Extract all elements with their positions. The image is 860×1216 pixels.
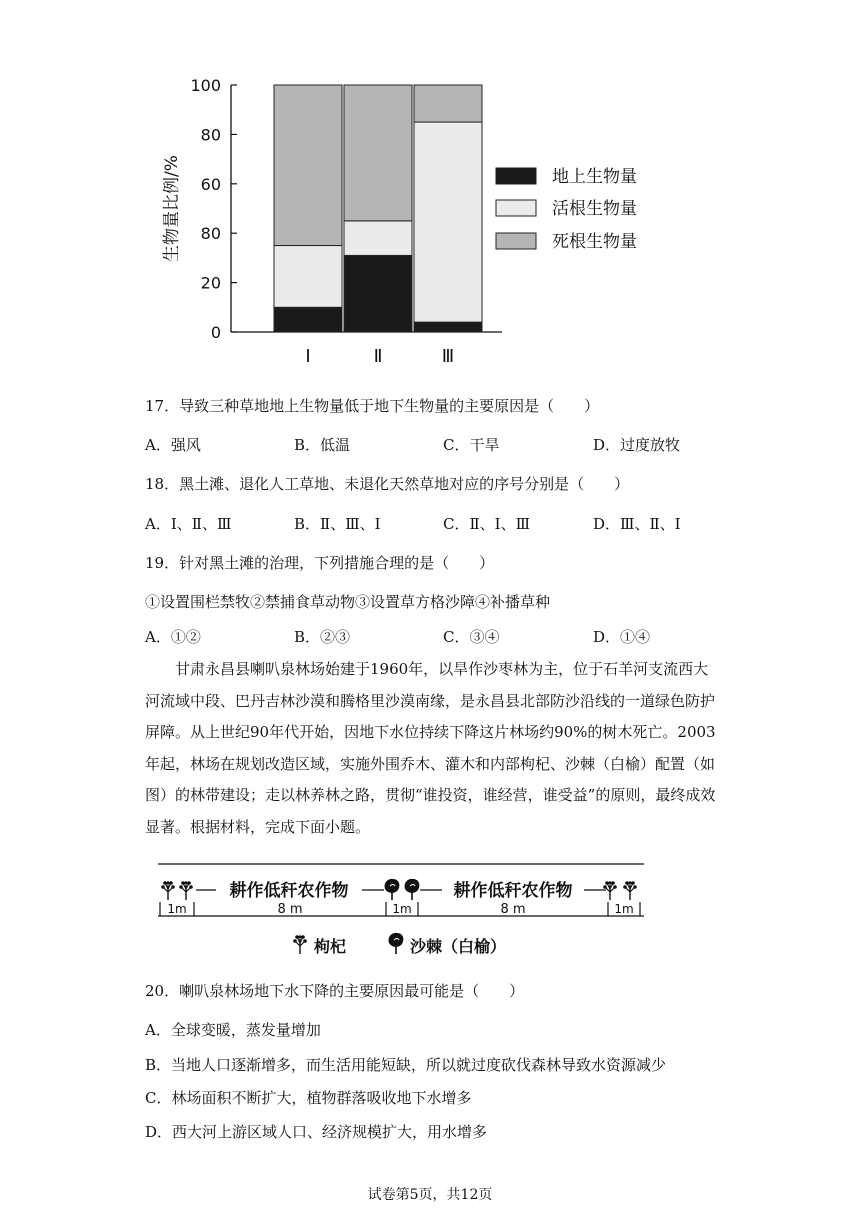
goji-plant-icon bbox=[623, 881, 637, 900]
x-tick-label: Ⅰ bbox=[305, 346, 311, 367]
width-label-1m: 1m bbox=[167, 902, 187, 916]
bar-segment bbox=[344, 255, 412, 332]
page-footer: 试卷第5页，共12页 bbox=[367, 1187, 493, 1203]
bar-segment bbox=[344, 85, 412, 221]
q17-option-d: D．过度放牧 bbox=[593, 436, 681, 454]
y-tick-label: 60 bbox=[200, 174, 221, 194]
q20-option-c: C．林场面积不断扩大，植物群落吸收地下水增多 bbox=[145, 1089, 472, 1107]
q19-option-b: B．②③ bbox=[294, 628, 351, 646]
legend-seabuckthorn-label: 沙棘（白榆） bbox=[410, 937, 507, 956]
y-tick-label: 0 bbox=[210, 323, 221, 342]
q20-option-d: D．西大河上游区域人口、经济规模扩大，用水增多 bbox=[145, 1123, 488, 1141]
q17-option-c: C．干旱 bbox=[443, 436, 500, 454]
y-tick-label: 20 bbox=[200, 273, 221, 293]
q17-option-a: A．强风 bbox=[145, 436, 201, 454]
seabuckthorn-plant-icon bbox=[385, 879, 400, 900]
bar-segment bbox=[274, 307, 342, 332]
bar-segment bbox=[414, 85, 482, 122]
crop-band-label-right: 耕作低秆农作物 bbox=[453, 881, 573, 901]
bar-segment bbox=[344, 221, 412, 256]
q18-option-a: A．Ⅰ、Ⅱ、Ⅲ bbox=[145, 515, 232, 533]
shelterbelt-layout-diagram bbox=[150, 858, 650, 960]
goji-plant-icon bbox=[179, 881, 193, 900]
question-19-stem: 19．针对黑土滩的治理，下列措施合理的是（ ） bbox=[145, 554, 495, 572]
seabuckthorn-plant-icon bbox=[405, 879, 420, 900]
q20-option-a: A．全球变暖，蒸发量增加 bbox=[145, 1021, 321, 1039]
reading-passage: 甘肃永昌县喇叭泉林场始建于1960年，以旱作沙枣林为主，位于石羊河支流西大河流域中段、巴丹吉林沙漠和腾格里沙漠南缘，是永昌县北部防沙沿线的一道绿色防护屏障。从上世纪90年代开始，因地下水位持续下降这片林场约90%的树木死亡。2003年起，林场在规划改造区域，实施外围乔木、灌木和内部枸杞、沙棘（白榆）配置（如图）的林带建设；走以林养林之路，贯彻“谁投资，谁经营，谁受益”的原则，最终成效显著。根据材料，完成下面小题。 bbox=[145, 660, 716, 836]
bar-segment bbox=[274, 246, 342, 308]
width-label-1m: 1m bbox=[614, 902, 634, 916]
y-tick-label: 100 bbox=[190, 76, 221, 95]
question-19-measures: ①设置围栏禁牧②禁捕食草动物③设置草方格沙障④补播草种 bbox=[145, 593, 551, 611]
legend-swatch bbox=[496, 233, 536, 249]
q19-option-d: D．①④ bbox=[593, 628, 651, 646]
question-18-stem: 18．黑土滩、退化人工草地、未退化天然草地对应的序号分别是（ ） bbox=[145, 475, 630, 493]
bar-segment bbox=[414, 122, 482, 322]
q18-option-c: C．Ⅱ、Ⅰ、Ⅲ bbox=[443, 515, 531, 533]
bar-segment bbox=[414, 322, 482, 332]
biomass-stacked-bar-chart bbox=[150, 70, 670, 380]
x-tick-label: Ⅲ bbox=[441, 346, 455, 367]
legend-label: 活根生物量 bbox=[552, 199, 637, 219]
legend-label: 死根生物量 bbox=[552, 232, 637, 252]
q17-option-b: B．低温 bbox=[294, 436, 351, 454]
width-label-8m: 8 m bbox=[277, 902, 303, 917]
y-axis-title: 生物量比例/% bbox=[162, 155, 182, 262]
legend-swatch bbox=[496, 200, 536, 216]
y-tick-label: 80 bbox=[200, 125, 221, 145]
width-label-8m: 8 m bbox=[500, 902, 526, 917]
goji-plant-icon bbox=[161, 881, 175, 900]
seabuckthorn-legend-icon bbox=[389, 933, 404, 954]
question-17-stem: 17．导致三种草地地上生物量低于地下生物量的主要原因是（ ） bbox=[145, 397, 600, 415]
legend-goji-label: 枸杞 bbox=[314, 937, 347, 956]
x-tick-label: Ⅱ bbox=[373, 346, 383, 367]
q18-option-d: D．Ⅲ、Ⅱ、Ⅰ bbox=[593, 515, 681, 533]
q19-option-a: A．①② bbox=[145, 628, 201, 646]
q19-option-c: C．③④ bbox=[443, 628, 500, 646]
question-20-stem: 20．喇叭泉林场地下水下降的主要原因最可能是（ ） bbox=[145, 982, 525, 1000]
q20-option-b: B．当地人口逐渐增多，而生活用能短缺，所以就过度砍伐森林导致水资源减少 bbox=[145, 1056, 667, 1074]
legend-label: 地上生物量 bbox=[552, 167, 637, 187]
goji-legend-icon bbox=[293, 935, 307, 954]
q18-option-b: B．Ⅱ、Ⅲ、Ⅰ bbox=[294, 515, 381, 533]
legend-swatch bbox=[496, 168, 536, 184]
width-label-1m: 1m bbox=[392, 902, 412, 916]
crop-band-label-left: 耕作低秆农作物 bbox=[229, 881, 349, 901]
bar-segment bbox=[274, 85, 342, 246]
y-tick-label: 80 bbox=[200, 224, 221, 244]
